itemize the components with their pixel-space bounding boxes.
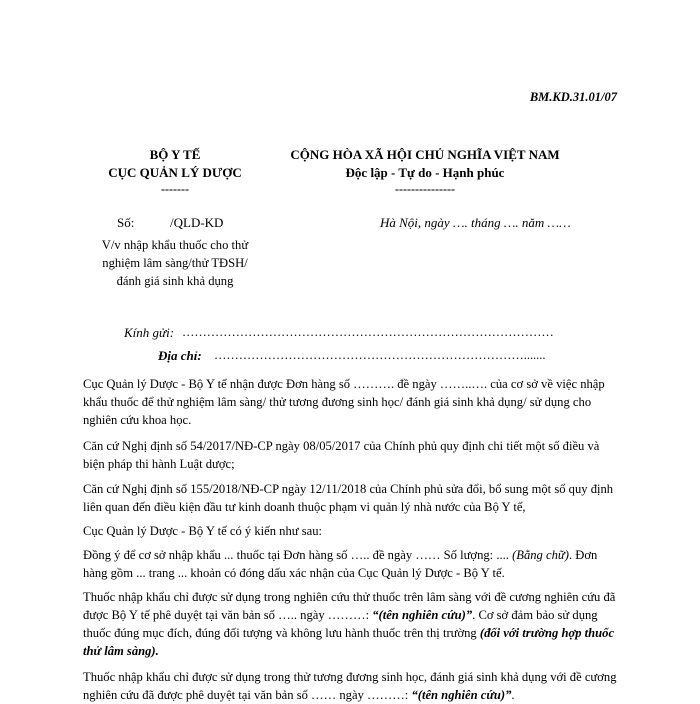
- agency-divider: -------: [161, 182, 189, 196]
- subject-line-2: nghiệm lâm sàng/thử TĐSH/: [102, 256, 248, 270]
- subject-line-3: đánh giá sinh khả dụng: [116, 274, 234, 288]
- paragraph-3: [83, 480, 623, 516]
- paragraph-7: [83, 668, 623, 704]
- paragraph-6: [83, 588, 623, 660]
- doc-number-suffix: /QLD-KD: [170, 215, 224, 230]
- national-slogan: Độc lập - Tự do - Hạnh phúc: [345, 165, 505, 180]
- address-dots: ………………………………………………………………….......: [214, 348, 546, 362]
- paragraph-6-text-a: Thuốc nhập khẩu chỉ được sử dụng trong nghiên cứu thử thuốc trên lâm sàng với đề cương nghiên cứu đã được Bộ Y tế phê duyệt tại văn bản số ….. ngày ………:: [83, 590, 616, 622]
- department-name: CỤC QUẢN LÝ DƯỢC: [108, 165, 242, 180]
- paragraph-3-text: Căn cứ Nghị định số 155/2018/NĐ-CP ngày 12/11/2018 của Chính phủ sửa đổi, bổ sung một số quy định liên quan đến điều kiện đầu tư kinh doanh thuộc phạm vi quản lý nhà nước của Bộ Y tế,: [83, 482, 614, 514]
- paragraph-5: [83, 546, 623, 582]
- paragraph-7-text-a: Thuốc nhập khẩu chỉ được sử dụng trong thử tương đương sinh học, đánh giá sinh khả dụng với đề cương nghiên cứu đã được phê duyệt tại văn bản số …… ngày ………:: [83, 670, 617, 702]
- paragraph-2: [83, 437, 623, 473]
- paragraph-2-text: Căn cứ Nghị định số 54/2017/NĐ-CP ngày 08/05/2017 của Chính phủ quy định chi tiết một số điều và biện pháp thi hành Luật dược;: [83, 439, 600, 471]
- paragraph-7-text-c: .: [511, 688, 515, 702]
- paragraph-4: [83, 522, 623, 540]
- ministry-name: BỘ Y TẾ: [149, 147, 201, 162]
- paragraph-5-text-b: (Bằng chữ): [512, 548, 569, 562]
- address-label: Địa chỉ:: [158, 348, 202, 363]
- recipient-label: Kính gửi:: [124, 325, 175, 340]
- recipient-dots: ………………………………………………………………………………: [182, 325, 554, 339]
- paragraph-4-text: Cục Quản lý Dược - Bộ Y tế có ý kiến như sau:: [83, 524, 323, 538]
- paragraph-1: [83, 375, 623, 429]
- paragraph-6-text-b: “(tên nghiên cứu)”: [372, 608, 473, 622]
- form-code: BM.KD.31.01/07: [529, 90, 617, 104]
- national-divider: ---------------: [395, 182, 455, 196]
- paragraph-6-text-c: . Cơ sở đảm bảo sử dụng thuốc đúng mục đích, đúng đối tượng và không lưu hành thuốc trên thị trường: [83, 608, 598, 640]
- paragraph-1-text: Cục Quản lý Dược - Bộ Y tế nhận được Đơn hàng số ………. đề ngày ……..…. của cơ sở về việc nhập khẩu thuốc để thử nghiệm lâm sàng/ thử tương đương sinh học/ đánh giá sinh khả dụng/ sử dụng cho nghiên cứu khoa học.: [83, 377, 605, 427]
- subject-line-1: V/v nhập khẩu thuốc cho thử: [101, 238, 249, 252]
- place-date: Hà Nội, ngày …. tháng …. năm ……: [380, 215, 571, 230]
- paragraph-7-text-b: “(tên nghiên cứu)”: [411, 688, 512, 702]
- paragraph-5-text-c: . Đơn hàng gồm ... trang ... khoản có đóng dấu xác nhận của Cục Quản lý Dược - Bộ Y tế.: [83, 548, 598, 580]
- paragraph-6-text-d: (đối với trường hợp thuốc thử lâm sàng).: [83, 626, 615, 658]
- national-motto: CỘNG HÒA XÃ HỘI CHỦ NGHĨA VIỆT NAM: [290, 147, 560, 162]
- paragraph-5-text-a: Đồng ý để cơ sở nhập khẩu ... thuốc tại Đơn hàng số ….. đề ngày …… Số lượng: ....: [83, 548, 513, 562]
- doc-number-label: Số:: [117, 215, 135, 230]
